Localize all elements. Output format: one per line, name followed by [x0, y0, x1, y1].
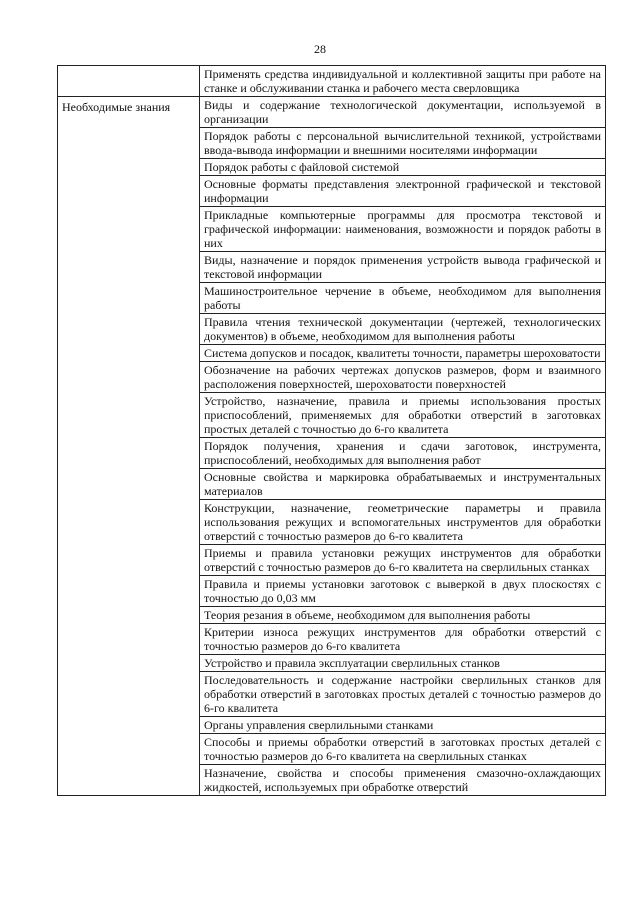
knowledge-item: Правила чтения технической документации (чертежей, технологических документов) в объеме, необходимом для выполнения работы	[200, 314, 606, 345]
knowledge-item: Критерии износа режущих инструментов для обработки отверстий с точностью размеров до 6-го квалитета	[200, 624, 606, 655]
knowledge-item: Способы и приемы обработки отверстий в заготовках простых деталей с точностью размеров до 6-го квалитета на сверлильных станках	[200, 734, 606, 765]
knowledge-item: Обозначение на рабочих чертежах допусков размеров, форм и взаимного расположения поверхностей, шероховатости поверхностей	[200, 362, 606, 393]
knowledge-item: Приемы и правила установки режущих инструментов для обработки отверстий с точностью размеров до 6-го квалитета на сверлильных станках	[200, 545, 606, 576]
section-label: Необходимые знания	[58, 97, 200, 796]
knowledge-item: Конструкции, назначение, геометрические параметры и правила использования режущих и вспомогательных инструментов для обработки отверстий с точностью размеров до 6-го квалитета	[200, 500, 606, 545]
knowledge-item: Органы управления сверлильными станками	[200, 717, 606, 734]
table-row	[58, 66, 606, 97]
knowledge-table	[57, 65, 606, 796]
knowledge-item: Виды и содержание технологической документации, используемой в организации	[200, 97, 606, 128]
knowledge-item: Виды, назначение и порядок применения устройств вывода графической и текстовой информации	[200, 252, 606, 283]
knowledge-item: Система допусков и посадок, квалитеты точности, параметры шероховатости	[200, 345, 606, 362]
knowledge-item: Теория резания в объеме, необходимом для выполнения работы	[200, 607, 606, 624]
table-row	[58, 97, 606, 128]
knowledge-item: Устройство, назначение, правила и приемы использования простых приспособлений, применяемых для обработки отверстий в заготовках простых деталей с точностью до 6-го квалитета	[200, 393, 606, 438]
knowledge-item: Устройство и правила эксплуатации сверлильных станков	[200, 655, 606, 672]
requirement-text: Применять средства индивидуальной и коллективной защиты при работе на станке и обслуживании станка и рабочего места сверловщика	[200, 66, 606, 97]
knowledge-item: Прикладные компьютерные программы для просмотра текстовой и графической информации: наименования, возможности и порядок работы в них	[200, 207, 606, 252]
page-number: 28	[314, 42, 326, 56]
knowledge-item: Машиностроительное черчение в объеме, необходимом для выполнения работы	[200, 283, 606, 314]
knowledge-item: Назначение, свойства и способы применения смазочно-охлаждающих жидкостей, используемых при обработке отверстий	[200, 765, 606, 796]
knowledge-item: Порядок получения, хранения и сдачи заготовок, инструмента, приспособлений, необходимых для выполнения работ	[200, 438, 606, 469]
knowledge-item: Правила и приемы установки заготовок с выверкой в двух плоскостях с точностью до 0,03 мм	[200, 576, 606, 607]
knowledge-item: Порядок работы с персональной вычислительной техникой, устройствами ввода-вывода информации и внешними носителями информации	[200, 128, 606, 159]
knowledge-item: Основные форматы представления электронной графической и текстовой информации	[200, 176, 606, 207]
knowledge-item: Последовательность и содержание настройки сверлильных станков для обработки отверстий в заготовках простых деталей с точностью размеров до 6-го квалитета	[200, 672, 606, 717]
label-cell-empty	[58, 66, 200, 97]
knowledge-item: Порядок работы с файловой системой	[200, 159, 606, 176]
knowledge-item: Основные свойства и маркировка обрабатываемых и инструментальных материалов	[200, 469, 606, 500]
